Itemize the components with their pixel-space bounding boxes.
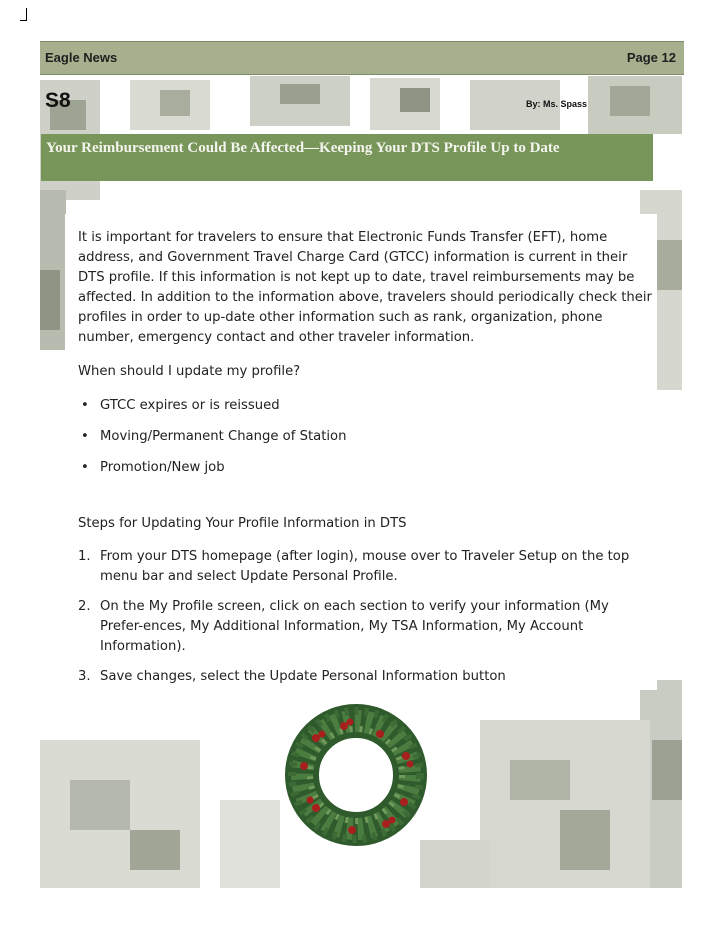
step-item <box>78 597 654 657</box>
list-item-text: Moving/Permanent Change of Station <box>100 429 347 444</box>
newsletter-name: Eagle News <box>45 50 118 65</box>
bullet-icon: • <box>81 398 89 413</box>
step-item <box>78 667 654 687</box>
step-number: 1. <box>78 549 91 564</box>
update-triggers-list <box>78 396 654 478</box>
step-text: From your DTS homepage (after login), mouse over to Traveler Setup on the top menu bar and select Update Personal Profile. <box>100 549 630 584</box>
step-text: Save changes, select the Update Personal Information button <box>100 669 506 684</box>
page-header <box>40 41 684 75</box>
article-title: Your Reimbursement Could Be Affected—Keeping Your DTS Profile Up to Date <box>46 140 560 156</box>
article-title-band <box>41 134 653 181</box>
step-number: 3. <box>78 669 91 684</box>
list-item-text: Promotion/New job <box>100 460 225 475</box>
steps-heading: Steps for Updating Your Profile Information in DTS <box>78 516 407 531</box>
list-item <box>78 458 654 478</box>
page-number: Page 12 <box>626 50 676 65</box>
section-id: S8 <box>45 89 71 112</box>
bullet-icon: • <box>81 429 89 444</box>
list-item <box>78 396 654 416</box>
intro-paragraph: It is important for travelers to ensure that Electronic Funds Transfer (EFT), home address, and Government Travel Charge Card (GTCC) information is current in their DTS profile. If this information is not kept up to date, travel reimbursements may be affected. In addition to the information above, travelers should periodically check their profiles in order to up-date other information such as rank, organization, phone number, emergency contact and other traveler information. <box>78 230 652 345</box>
article-content <box>78 228 654 697</box>
steps-list <box>78 547 654 687</box>
step-item <box>78 547 654 587</box>
step-number: 2. <box>78 599 91 614</box>
crop-mark <box>20 8 27 21</box>
step-text: On the My Profile screen, click on each section to verify your information (My Prefer-ences, My Additional Information, My TSA Information, My Account Information). <box>100 599 609 654</box>
list-item <box>78 427 654 447</box>
bullet-icon: • <box>81 460 89 475</box>
question-heading: When should I update my profile? <box>78 364 301 379</box>
byline: By: Ms. Spass <box>526 99 588 109</box>
list-item-text: GTCC expires or is reissued <box>100 398 280 413</box>
christmas-wreath-icon <box>282 704 430 846</box>
